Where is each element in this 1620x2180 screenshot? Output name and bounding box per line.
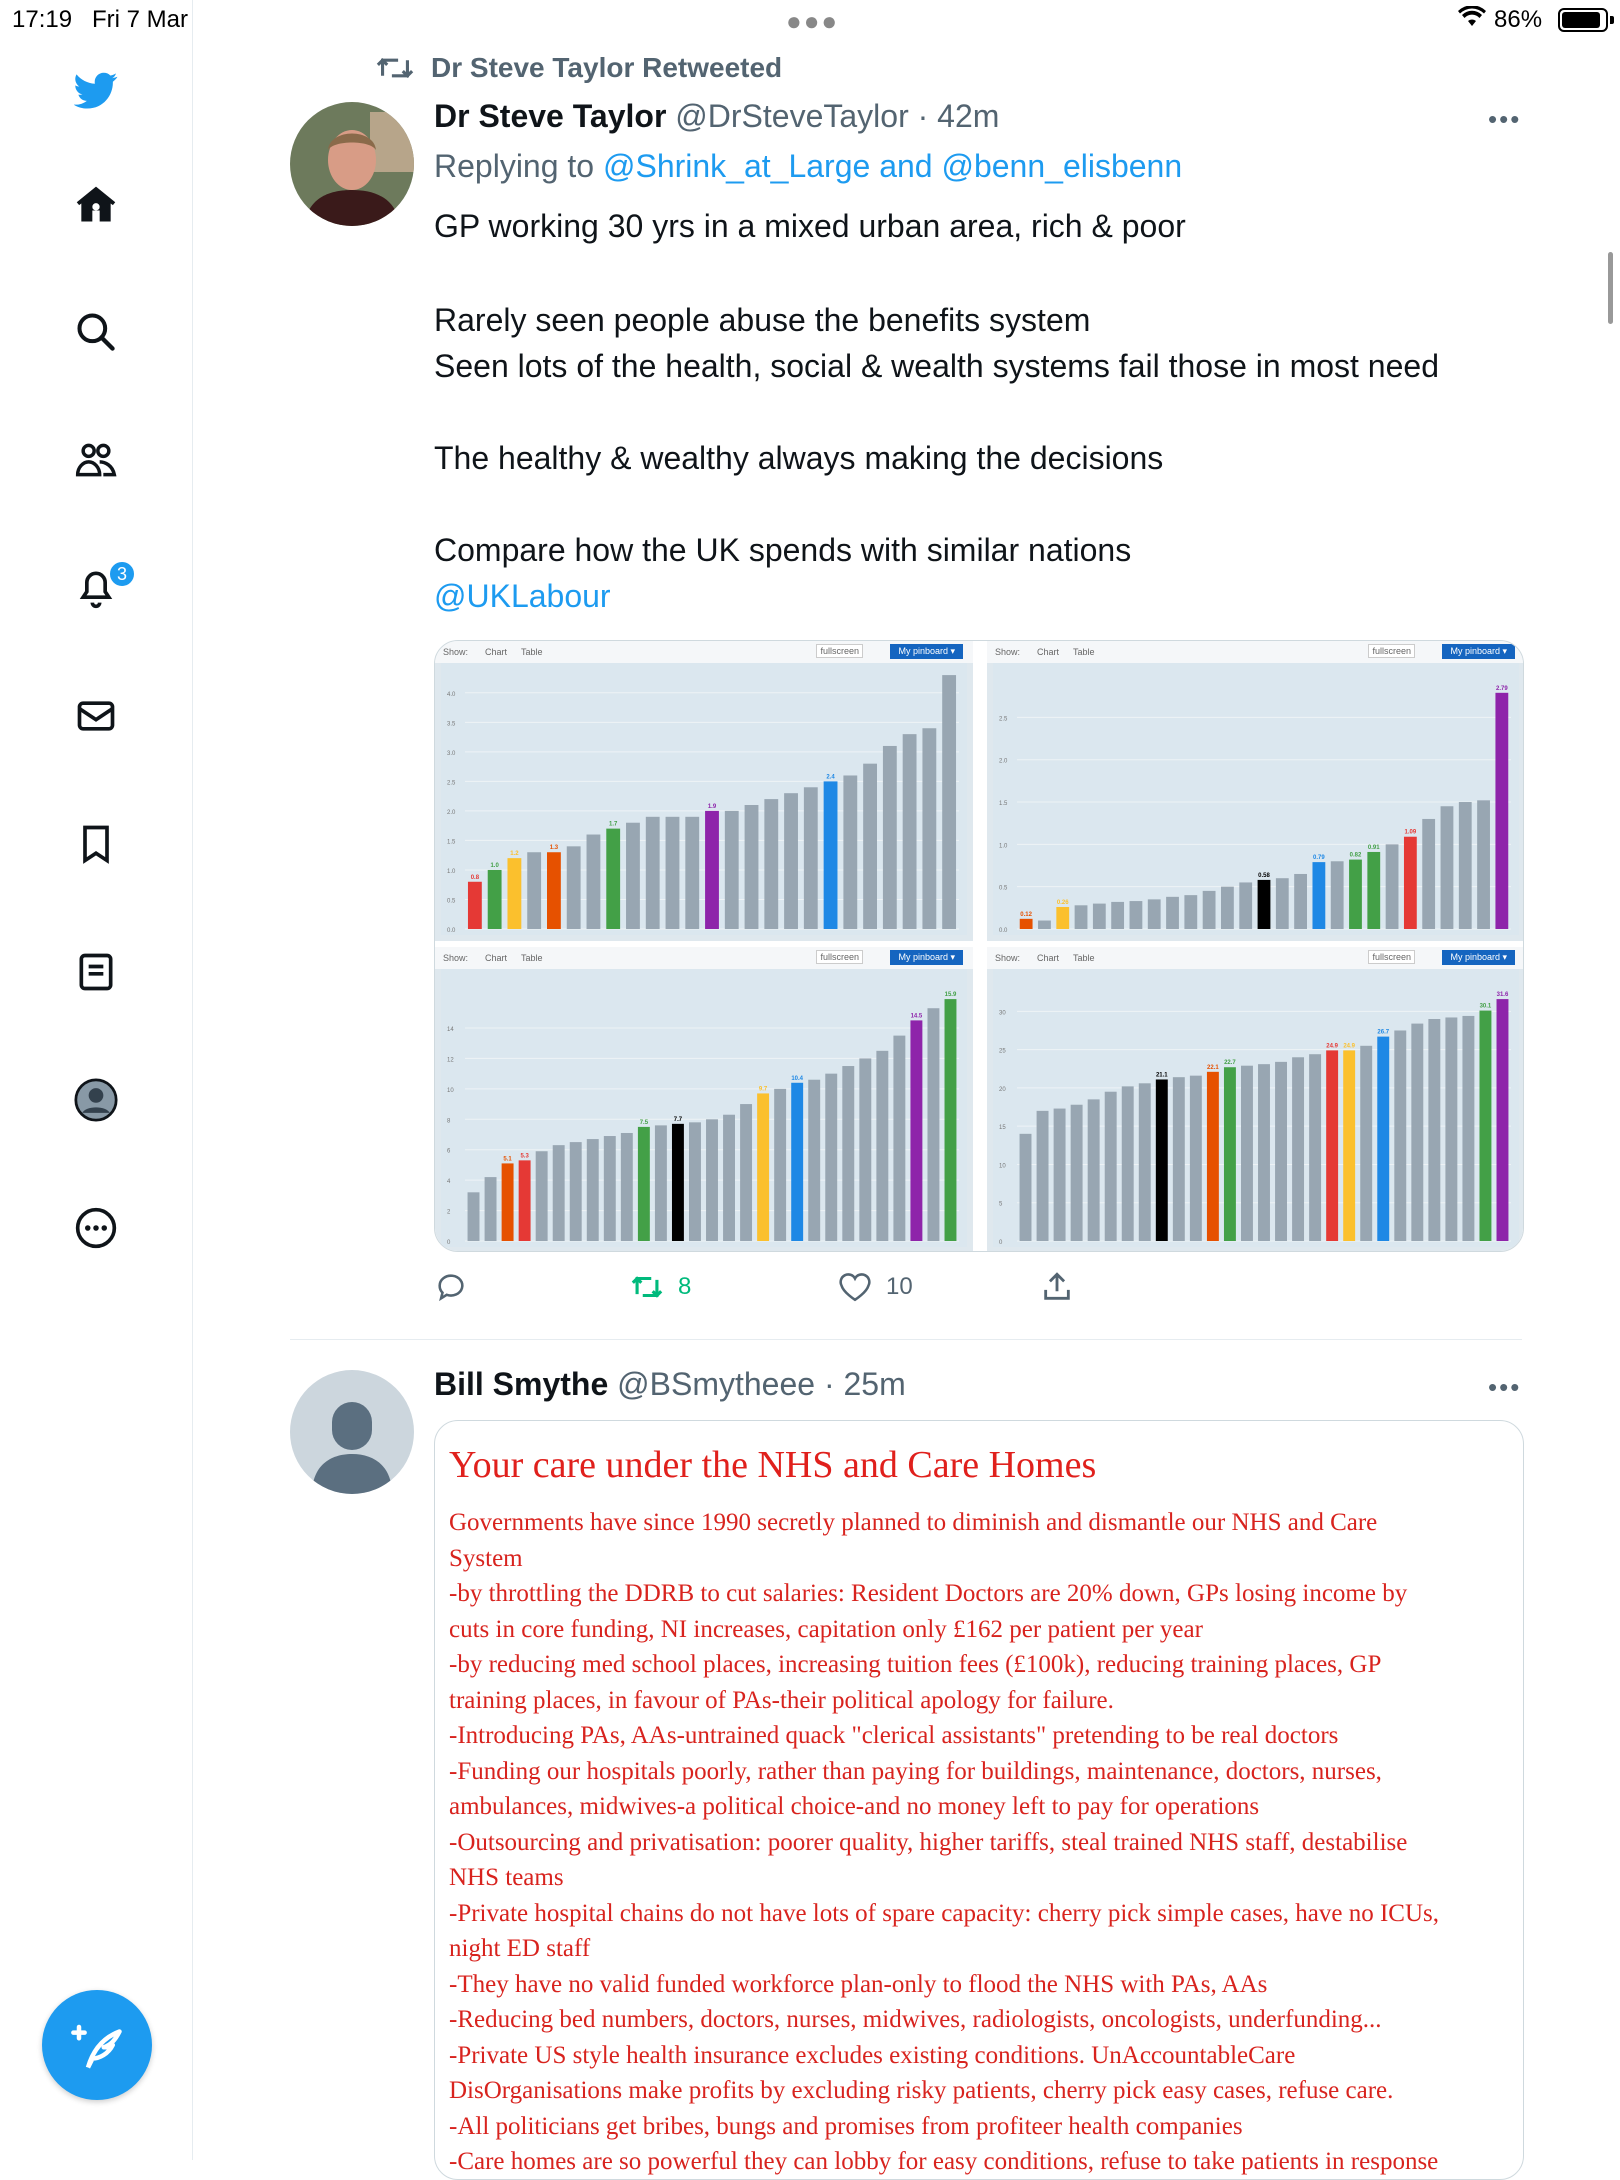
pinboard-button[interactable]: My pinboard ▾ <box>1442 644 1515 659</box>
fullscreen-button[interactable]: fullscreen <box>816 950 863 964</box>
bar-value-label: 24.9 <box>1326 1043 1338 1050</box>
bar <box>1462 1016 1474 1241</box>
card-text-line: -Care homes are so powerful they can lobby for easy conditions, refuse to take patients in response <box>449 2148 1439 2175</box>
bar-value-label: 0.82 <box>1349 852 1362 859</box>
replying-to <box>434 148 1182 185</box>
y-tick-label: 2 <box>447 1209 451 1216</box>
bar <box>1190 1076 1202 1241</box>
bar-value-label: 15.9 <box>944 992 957 999</box>
reply-button[interactable] <box>434 1270 482 1304</box>
bar <box>740 1104 752 1241</box>
bar <box>1477 800 1490 929</box>
y-tick-label: 15 <box>999 1125 1006 1132</box>
bar <box>1139 1083 1151 1241</box>
card-text-line: -Outsourcing and privatisation: poorer quality, higher tariffs, steal trained NHS staff, destabilise <box>449 1828 1408 1856</box>
bar <box>1292 1057 1304 1241</box>
bar <box>527 852 541 929</box>
bar-value-label: 30.1 <box>1479 1003 1492 1010</box>
tweet-text-line: Rarely seen people abuse the benefits system <box>434 302 1091 338</box>
bar <box>863 764 877 929</box>
notifications-badge: 3 <box>108 560 136 588</box>
bar <box>804 787 818 929</box>
like-button[interactable] <box>838 1270 913 1304</box>
y-tick-label: 0 <box>999 1240 1003 1246</box>
chart-tab[interactable]: Chart <box>485 953 508 963</box>
compose-tweet-button[interactable] <box>42 1990 152 2100</box>
bar-value-label: 1.09 <box>1404 829 1417 836</box>
bar <box>1343 1050 1355 1241</box>
table-tab[interactable]: Table <box>1073 953 1095 963</box>
bar <box>1207 1072 1219 1241</box>
y-tick-label: 25 <box>999 1048 1006 1055</box>
bar <box>910 1020 922 1241</box>
bar <box>621 1133 633 1241</box>
search-icon[interactable] <box>66 302 126 362</box>
bar <box>488 870 502 929</box>
card-text-line: night ED staff <box>449 1935 591 1962</box>
y-tick-label: 30 <box>999 1010 1006 1017</box>
bar-value-label: 10.4 <box>791 1075 804 1082</box>
bar <box>893 1036 905 1241</box>
chart-tab[interactable]: Chart <box>1037 953 1060 963</box>
bar <box>1479 1011 1491 1241</box>
replying-prefix: Replying to <box>434 148 595 184</box>
tweet-divider <box>290 1339 1522 1340</box>
card-text-line: -Introducing PAs, AAs-untrained quack "clerical assistants" pretending to be real doctors <box>449 1722 1339 1749</box>
sidebar-nav <box>0 0 193 2160</box>
tweet-text-line: Seen lots of the health, social & wealth systems fail those in most need <box>434 348 1439 384</box>
share-icon <box>1040 1270 1074 1304</box>
y-tick-label: 0.0 <box>999 928 1008 934</box>
bar <box>843 775 857 929</box>
tweet-text-line: Compare how the UK spends with similar nations <box>434 532 1132 568</box>
y-tick-label: 0.0 <box>447 928 456 934</box>
like-count: 10 <box>886 1273 913 1300</box>
bar-value-label: 14.5 <box>910 1013 923 1020</box>
card-text-line: Governments have since 1990 secretly planned to diminish and dismantle our NHS and Care <box>449 1509 1378 1536</box>
y-tick-label: 10 <box>999 1163 1006 1170</box>
messages-envelope-icon[interactable] <box>66 686 126 746</box>
pinboard-button[interactable]: My pinboard ▾ <box>1442 950 1515 965</box>
bar <box>587 835 601 929</box>
bar <box>1156 1079 1168 1241</box>
bar-value-label: 0.58 <box>1258 872 1270 879</box>
tweet1-actions <box>434 1270 1134 1310</box>
bar <box>638 1127 650 1241</box>
bar <box>824 781 838 929</box>
bar-value-label: 22.1 <box>1207 1064 1219 1071</box>
bar-value-label: 0.79 <box>1313 855 1325 862</box>
tweet2-more-icon[interactable]: ••• <box>1488 1372 1522 1402</box>
tweet2-time[interactable]: · 25m <box>823 1366 906 1402</box>
tweet-media-grid[interactable] <box>434 640 1524 1252</box>
author2-handle[interactable]: @BSmytheee <box>617 1366 816 1402</box>
retweet-icon <box>630 1270 664 1304</box>
bar <box>1020 919 1033 929</box>
replying-mentions[interactable]: @Shrink_at_Large and @benn_elisbenn <box>602 148 1183 184</box>
y-tick-label: 0.5 <box>999 885 1008 892</box>
bar <box>927 1008 939 1241</box>
share-button[interactable] <box>1040 1270 1074 1304</box>
y-tick-label: 4.0 <box>447 691 456 698</box>
bar <box>519 1160 531 1241</box>
bar <box>468 882 482 929</box>
bar-value-label: 1.3 <box>549 845 559 852</box>
bar <box>1071 1105 1083 1241</box>
battery-icon <box>1558 8 1608 32</box>
plot-area <box>993 663 1519 935</box>
bar <box>626 823 640 929</box>
bar <box>1331 861 1344 929</box>
chart-tab[interactable]: Chart <box>1037 647 1060 657</box>
bar <box>1239 882 1252 929</box>
bar-value-label: 21.1 <box>1155 1072 1168 1079</box>
bar-value-label: 1.2 <box>510 851 519 858</box>
bar <box>1360 1046 1372 1241</box>
bar-value-label: 7.5 <box>639 1119 649 1126</box>
chart-image-4[interactable] <box>987 947 1524 1252</box>
pinboard-button[interactable]: My pinboard ▾ <box>890 950 963 965</box>
status-bar <box>0 0 1620 40</box>
bar <box>1428 1019 1440 1241</box>
bar <box>646 817 660 929</box>
author-photo <box>290 102 414 226</box>
bar-value-label: 26.7 <box>1377 1029 1390 1036</box>
bar <box>1224 1067 1236 1241</box>
chart-show-label[interactable]: Show: <box>995 647 1021 657</box>
bar <box>903 734 917 929</box>
scrollbar-thumb[interactable] <box>1608 252 1613 324</box>
bar <box>942 675 956 929</box>
pinboard-button[interactable]: My pinboard ▾ <box>890 644 963 659</box>
chart-toolbar <box>987 641 1524 663</box>
chart-toolbar <box>987 947 1524 969</box>
bar <box>808 1080 820 1241</box>
bar <box>1309 1054 1321 1241</box>
retweet-button[interactable] <box>630 1270 691 1304</box>
bar-value-label: 9.7 <box>758 1086 768 1093</box>
chart-show-label[interactable]: Show: <box>443 647 469 657</box>
y-tick-label: 12 <box>447 1057 454 1064</box>
heart-icon <box>838 1270 872 1304</box>
tweet-text-line: GP working 30 yrs in a mixed urban area, rich & poor <box>434 208 1186 244</box>
profile-avatar-icon[interactable] <box>66 1070 126 1130</box>
chart-toolbar <box>435 641 973 663</box>
chart-toolbar <box>435 947 973 969</box>
chart-image-1[interactable] <box>435 641 973 941</box>
author-avatar[interactable] <box>290 102 414 226</box>
status-time: 17:19 <box>12 6 73 33</box>
tweet1-header <box>434 98 999 135</box>
bar <box>587 1139 599 1241</box>
chart-image-3[interactable] <box>435 947 973 1252</box>
bar <box>876 1051 888 1241</box>
card-text-line: DisOrganisations make profits by excluding risky patients, cherry pick easy cases, refuse care. <box>449 2077 1394 2104</box>
bar-value-label: 31.6 <box>1496 992 1509 999</box>
bar <box>1258 1064 1270 1241</box>
y-tick-label: 2.5 <box>447 780 456 787</box>
chart-image-2[interactable] <box>987 641 1524 941</box>
bar-value-label: 2.4 <box>826 774 835 781</box>
multitasking-dots-icon[interactable]: ●●● <box>786 6 840 36</box>
y-tick-label: 8 <box>447 1118 451 1125</box>
bar <box>859 1058 871 1241</box>
bar <box>1105 1092 1117 1241</box>
y-tick-label: 6 <box>447 1148 451 1155</box>
bar <box>764 799 778 929</box>
bar <box>689 1122 701 1241</box>
tweet1-more-icon[interactable]: ••• <box>1488 104 1522 134</box>
retweet-context <box>375 52 782 84</box>
bar <box>685 817 699 929</box>
bar <box>1377 1037 1389 1241</box>
bar <box>1497 999 1509 1241</box>
bar-value-label: 0.8 <box>470 874 480 881</box>
bar <box>1054 1109 1066 1241</box>
bar <box>570 1142 582 1241</box>
fullscreen-button[interactable]: fullscreen <box>1368 950 1415 964</box>
bar <box>757 1093 769 1241</box>
author-handle[interactable]: @DrSteveTaylor <box>675 98 909 134</box>
card-title: Your care under the NHS and Care Homes <box>449 1444 1097 1486</box>
y-tick-label: 1.0 <box>447 868 456 875</box>
bar <box>1404 837 1417 929</box>
chart-show-label[interactable]: Show: <box>443 953 469 963</box>
bar-chart <box>987 969 1524 1252</box>
bar-chart <box>435 663 973 941</box>
bar <box>1276 878 1289 929</box>
status-date: Fri 7 Mar <box>92 6 188 33</box>
y-tick-label: 2.0 <box>447 809 456 816</box>
card-text-line: cuts in core funding, NI increases, capitation only £162 per patient per year <box>449 1615 1203 1643</box>
reply-icon <box>434 1270 468 1304</box>
bar-value-label: 0.12 <box>1020 911 1032 918</box>
y-tick-label: 20 <box>999 1086 1006 1093</box>
bar <box>666 817 680 929</box>
mention-link[interactable]: @UKLabour <box>434 578 611 614</box>
author2-name[interactable]: Bill Smythe <box>434 1366 609 1402</box>
bar-value-label: 1.0 <box>490 862 499 869</box>
bar-value-label: 5.1 <box>503 1156 512 1163</box>
bar <box>791 1083 803 1241</box>
chart-show-label[interactable]: Show: <box>995 953 1021 963</box>
bar <box>723 1115 735 1241</box>
bar <box>1326 1050 1338 1241</box>
bar <box>784 793 798 929</box>
bar <box>1111 902 1124 929</box>
lists-icon[interactable] <box>66 942 126 1002</box>
notifications-bell-icon[interactable] <box>66 558 126 618</box>
bar <box>502 1163 514 1241</box>
table-tab[interactable]: Table <box>1073 647 1095 657</box>
bar <box>774 1089 786 1241</box>
home-icon[interactable] <box>66 175 126 235</box>
bar <box>672 1124 684 1241</box>
bar <box>1093 904 1106 929</box>
bar <box>536 1151 548 1241</box>
y-tick-label: 3.0 <box>447 750 456 757</box>
tweet-time[interactable]: · 42m <box>917 98 1000 134</box>
bar <box>655 1125 667 1241</box>
card-text-line: NHS teams <box>449 1864 564 1891</box>
bar-value-label: 1.7 <box>609 821 618 828</box>
bar <box>547 852 561 929</box>
bar <box>1056 907 1069 929</box>
card-text-line: -by reducing med school places, increasing tuition fees (£100k), reducing training places, GP <box>449 1651 1382 1678</box>
bar-value-label: 7.7 <box>673 1116 683 1123</box>
bar-value-label: 0.91 <box>1367 844 1380 851</box>
bar <box>1294 874 1307 929</box>
bar-chart <box>987 663 1524 941</box>
y-tick-label: 1.5 <box>447 839 456 846</box>
bar <box>945 999 957 1241</box>
bar <box>1422 819 1435 929</box>
bar-value-label: 0.26 <box>1056 899 1069 906</box>
bar <box>1394 1030 1406 1241</box>
fullscreen-button[interactable]: fullscreen <box>816 644 863 658</box>
bar <box>1445 1017 1457 1241</box>
bar <box>1459 802 1472 929</box>
tweet-text-line: The healthy & wealthy always making the decisions <box>434 440 1164 476</box>
bar <box>705 811 719 929</box>
bar-value-label: 2.79 <box>1496 685 1508 692</box>
bar <box>1312 862 1325 929</box>
y-tick-label: 0 <box>447 1240 451 1246</box>
retweet-small-icon <box>375 54 415 82</box>
bar <box>507 858 521 929</box>
battery-percentage: 86% <box>1494 6 1543 33</box>
bar <box>567 846 581 929</box>
tweet2-image-card[interactable] <box>434 1420 1524 2180</box>
bar <box>883 746 897 929</box>
bar <box>1037 1111 1049 1241</box>
bar <box>842 1066 854 1241</box>
bar <box>1241 1066 1253 1241</box>
bookmark-icon[interactable] <box>66 814 126 874</box>
card-text-line: -They have no valid funded workforce plan-only to flood the NHS with PAs, AAs <box>449 1970 1268 1998</box>
card-text-line: ambulances, midwives-a political choice-and no money left to pay for operations <box>449 1793 1260 1820</box>
bar-value-label: 22.7 <box>1224 1060 1236 1067</box>
author2-avatar[interactable] <box>290 1370 414 1494</box>
bar <box>1221 887 1234 929</box>
chart-tab[interactable]: Chart <box>485 647 508 657</box>
bar <box>1441 806 1454 929</box>
bar <box>1495 693 1508 929</box>
bar <box>1038 921 1051 929</box>
card-text-line: -All politicians get bribes, bungs and promises from profiteer health companies <box>449 2112 1243 2140</box>
y-tick-label: 5 <box>999 1201 1003 1208</box>
bar-value-label: 5.3 <box>520 1153 529 1160</box>
card-text-line: -Funding our hospitals poorly, rather than paying for buildings, maintenance, doctors, nurses, <box>449 1757 1382 1785</box>
bar-value-label: 1.9 <box>707 803 717 810</box>
y-tick-label: 1.5 <box>999 801 1008 808</box>
bar-chart <box>435 969 973 1252</box>
y-tick-label: 3.5 <box>447 721 456 728</box>
table-tab[interactable]: Table <box>521 953 543 963</box>
more-options-circle-icon[interactable] <box>66 1198 126 1258</box>
y-tick-label: 4 <box>447 1179 451 1186</box>
bar <box>553 1145 565 1241</box>
table-tab[interactable]: Table <box>521 647 543 657</box>
bar-value-label: 24.9 <box>1343 1043 1356 1050</box>
bar <box>706 1119 718 1241</box>
y-tick-label: 14 <box>447 1027 454 1034</box>
bar <box>1367 852 1380 929</box>
card-text-line: training places, in favour of PAs-their political apology for failure. <box>449 1686 1114 1714</box>
y-tick-label: 2.5 <box>999 716 1008 723</box>
bar <box>468 1192 480 1241</box>
bar <box>1275 1062 1287 1241</box>
retweeted-by-label: Dr Steve Taylor Retweeted <box>431 52 783 83</box>
y-tick-label: 1.0 <box>999 843 1008 850</box>
bar <box>1184 895 1197 929</box>
card-text-line: -by throttling the DDRB to cut salaries: Resident Doctors are 20% down, GPs losing income by <box>449 1580 1408 1607</box>
bar <box>1349 860 1362 929</box>
feather-plus-icon <box>70 2018 124 2072</box>
default-avatar-icon <box>290 1370 414 1494</box>
y-tick-label: 10 <box>447 1087 454 1094</box>
tweet2-header <box>434 1366 906 1403</box>
twitter-logo-icon[interactable] <box>66 60 126 120</box>
bar <box>922 728 936 929</box>
bar <box>1166 897 1179 929</box>
card-text-line: -Private US style health insurance excludes existing conditions. UnAccountableCare <box>449 2041 1296 2069</box>
bar <box>606 829 620 929</box>
author-name[interactable]: Dr Steve Taylor <box>434 98 667 134</box>
bar <box>1173 1077 1185 1241</box>
card-text-line: -Private hospital chains do not have lots of spare capacity: cherry pick simple cases, have no ICUs, <box>449 1899 1439 1927</box>
y-tick-label: 0.5 <box>447 898 456 905</box>
retweet-count: 8 <box>678 1273 692 1300</box>
bar <box>1130 901 1143 929</box>
bar <box>1411 1024 1423 1241</box>
bar <box>1088 1099 1100 1241</box>
bar <box>745 805 759 929</box>
card-text-line: System <box>449 1544 523 1572</box>
bar <box>1075 905 1088 929</box>
bar <box>1020 1134 1032 1241</box>
bar <box>1148 899 1161 929</box>
communities-icon[interactable] <box>66 430 126 490</box>
bar <box>485 1177 497 1241</box>
bar <box>1258 880 1271 929</box>
y-tick-label: 2.0 <box>999 758 1008 765</box>
bar <box>1386 844 1399 929</box>
bar <box>1122 1086 1134 1241</box>
bar <box>604 1136 616 1241</box>
fullscreen-button[interactable]: fullscreen <box>1368 644 1415 658</box>
bar <box>725 811 739 929</box>
bar <box>1203 891 1216 929</box>
card-text-line: -Reducing bed numbers, doctors, nurses, midwives, radiologists, oncologists, underfunding... <box>449 2006 1382 2033</box>
wifi-icon <box>1458 6 1486 28</box>
bar <box>825 1074 837 1241</box>
